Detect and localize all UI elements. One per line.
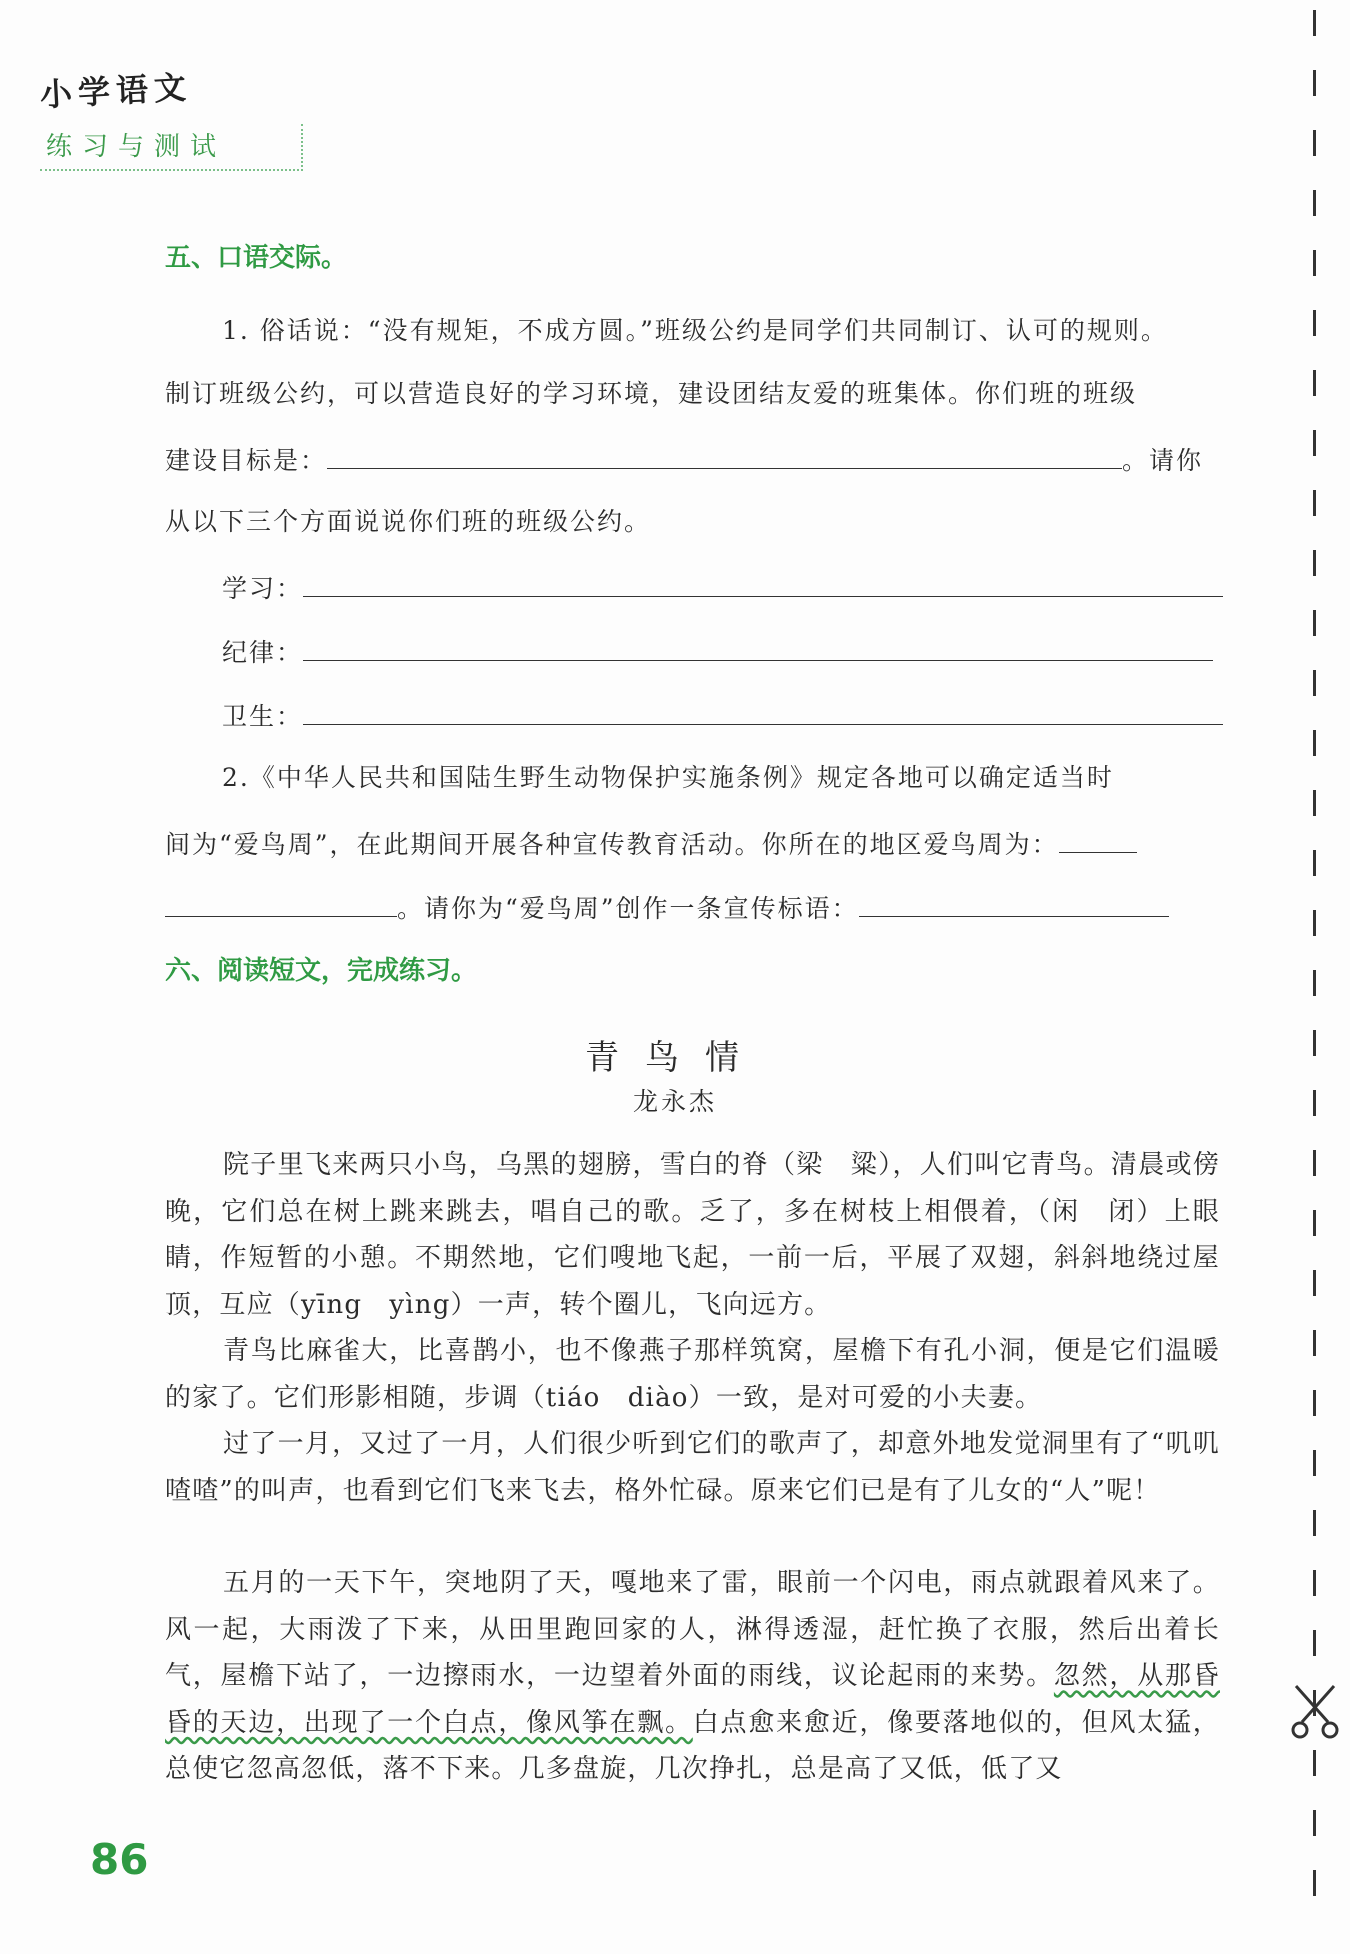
- q1-line2: 制订班级公约，可以营造良好的学习环境，建设团结友爱的班集体。你们班的班级: [165, 379, 1138, 408]
- cut-line-dash: [1313, 910, 1316, 936]
- q2-line1: 2.《中华人民共和国陆生野生动物保护实施条例》规定各地可以确定适当时: [222, 763, 1114, 792]
- story-paragraph-1: 院子里飞来两只小鸟，乌黑的翅膀，雪白的脊（梁 粱），人们叫它青鸟。清晨或傍晚，它们总在树上跳来跳去，唱自己的歌。乏了，多在树枝上相偎着，（闲 闭）上眼睛，作短暂的小憩。不期然地，它们嗖地飞起，一前一后，平展了双翅，斜斜地绕过屋顶，互应（yīng yìng）一声，转个圈儿，飞向远方。: [165, 1150, 1220, 1320]
- section-6-title: 六、阅读短文，完成练习。: [165, 956, 478, 986]
- cut-line-dash: [1313, 1270, 1316, 1296]
- bird-week-date-blank[interactable]: [1059, 826, 1137, 853]
- cut-line-dash: [1313, 1570, 1316, 1596]
- cut-line-dash: [1313, 70, 1316, 96]
- study-field-row: [222, 570, 1223, 605]
- cut-line-dash: [1313, 670, 1316, 696]
- cut-line-dash: [1313, 190, 1316, 216]
- cut-line-dash: [1313, 1810, 1316, 1836]
- cut-line-dash: [1313, 1390, 1316, 1416]
- q1-line3-prefix: 建设目标是：: [165, 446, 328, 475]
- q2-line2: 间为“爱鸟周”，在此期间开展各种宣传教育活动。你所在的地区爱鸟周为：: [165, 830, 1059, 859]
- brand-header: [40, 70, 303, 171]
- q2-line2-row: [165, 826, 1137, 861]
- study-blank[interactable]: [303, 570, 1223, 597]
- story-paragraph-4: [165, 1560, 1220, 1793]
- scissors-icon: [1290, 1682, 1340, 1742]
- q1-line1: 1. 俗话说：“没有规矩，不成方圆。”班级公约是同学们共同制订、认可的规则。: [222, 316, 1168, 345]
- brand-title: 小学语文: [39, 68, 193, 114]
- cut-line-dash: [1313, 250, 1316, 276]
- cut-line: [1312, 10, 1318, 1950]
- discipline-label: 纪律：: [222, 638, 304, 667]
- cut-line-dash: [1313, 1330, 1316, 1356]
- cut-line-dash: [1313, 1630, 1316, 1656]
- cut-line-dash: [1313, 1210, 1316, 1236]
- q1-line4: 从以下三个方面说说你们班的班级公约。: [165, 507, 652, 536]
- page-number: 86: [90, 1835, 149, 1884]
- discipline-field-row: [222, 634, 1213, 669]
- brand-subtitle: 练习与测试: [40, 124, 303, 171]
- discipline-blank[interactable]: [303, 634, 1213, 661]
- story-author: 龙永杰: [632, 1087, 717, 1116]
- slogan-blank[interactable]: [859, 890, 1169, 917]
- bird-week-date-blank-2[interactable]: [165, 890, 397, 917]
- cut-line-dash: [1313, 1750, 1316, 1776]
- study-label: 学习：: [222, 574, 304, 603]
- story-title: 青鸟情: [585, 1038, 765, 1078]
- hygiene-field-row: [222, 698, 1223, 733]
- q2-line3-row: [165, 890, 1169, 925]
- story-paragraph-3: 过了一月，又过了一月，人们很少听到它们的歌声了，却意外地发觉洞里有了“叽叽喳喳”的叫声，也看到它们飞来飞去，格外忙碌。原来它们已是有了儿女的“人”呢！: [165, 1429, 1220, 1506]
- hygiene-blank[interactable]: [303, 698, 1223, 725]
- p4-after: 白点愈来愈近，像要落地似的，但风太猛，总使它忽高忽低，落不下来。几多盘旋，几次挣扎，总是高了又低，低了又: [165, 1707, 1220, 1784]
- cut-line-dash: [1313, 1150, 1316, 1176]
- p4-underlined-sentence: 忽然，从那昏昏的天边，出现了一个白点，像风筝在飘。: [165, 1661, 1220, 1738]
- cut-line-dash: [1313, 10, 1316, 36]
- p4-before: 五月的一天下午，突地阴了天，嘎地来了雷，眼前一个闪电，雨点就跟着风来了。风一起，大雨泼了下来，从田里跑回家的人，淋得透湿，赶忙换了衣服，然后出着长气，屋檐下站了，一边擦雨水，一边望着外面的雨线，议论起雨的来势。: [165, 1568, 1220, 1691]
- story-paragraph-2: 青鸟比麻雀大，比喜鹊小，也不像燕子那样筑窝，屋檐下有孔小洞，便是它们温暖的家了。它们形影相随，步调（tiáo diào）一致，是对可爱的小夫妻。: [165, 1336, 1220, 1413]
- cut-line-dash: [1313, 310, 1316, 336]
- hygiene-label: 卫生：: [222, 702, 304, 731]
- cut-line-dash: [1313, 370, 1316, 396]
- cut-line-dash: [1313, 730, 1316, 756]
- cut-line-dash: [1313, 130, 1316, 156]
- q1-line3-suffix: 。请你: [1122, 446, 1204, 475]
- class-goal-blank[interactable]: [327, 442, 1122, 469]
- cut-line-dash: [1313, 430, 1316, 456]
- cut-line-dash: [1313, 790, 1316, 816]
- cut-line-dash: [1313, 1510, 1316, 1536]
- cut-line-dash: [1313, 1450, 1316, 1476]
- cut-line-dash: [1313, 970, 1316, 996]
- cut-line-dash: [1313, 490, 1316, 516]
- cut-line-dash: [1313, 850, 1316, 876]
- q1-line3: [165, 442, 1203, 477]
- cut-line-dash: [1313, 610, 1316, 636]
- cut-line-dash: [1313, 1870, 1316, 1896]
- cut-line-dash: [1313, 550, 1316, 576]
- q2-line3: 。请你为“爱鸟周”创作一条宣传标语：: [397, 894, 859, 923]
- section-5-title: 五、口语交际。: [165, 243, 348, 273]
